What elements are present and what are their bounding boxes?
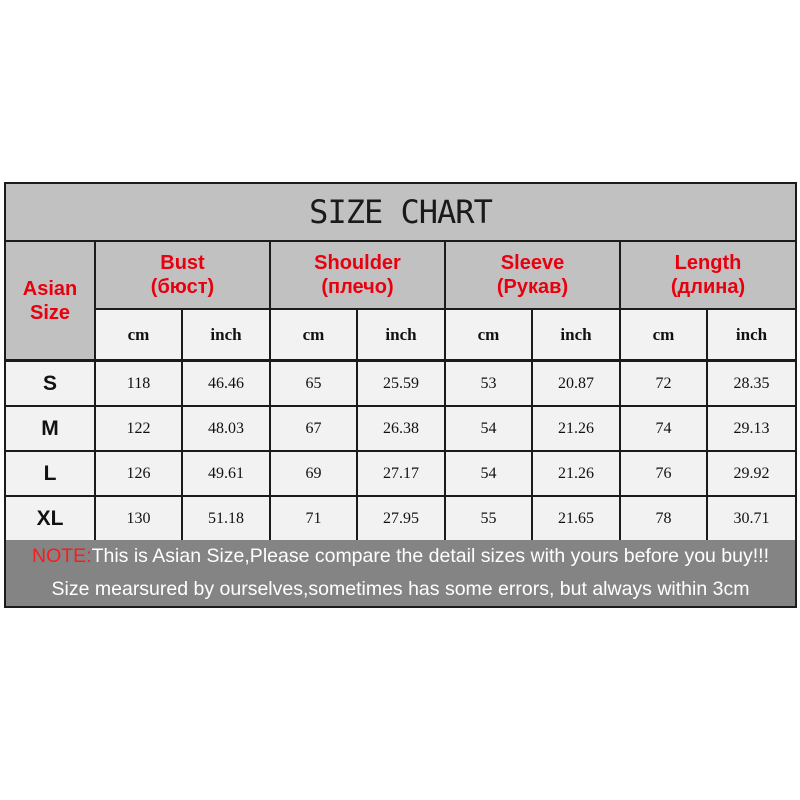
table-cell: 65 (271, 362, 356, 405)
table-cell: 30.71 (708, 497, 795, 540)
table-cell: 20.87 (533, 362, 619, 405)
table-cell: 21.26 (533, 407, 619, 450)
asian-size-header-line1: Asian (22, 277, 78, 300)
size-label: S (6, 362, 94, 405)
sleeve-label: Sleeve (500, 252, 565, 274)
table-cell: 21.26 (533, 452, 619, 495)
table-cell: 74 (621, 407, 706, 450)
asian-size-header-line2: Size (29, 301, 71, 324)
table-cell: 122 (96, 407, 181, 450)
asian-size-header (6, 242, 94, 359)
table-cell: 26.38 (358, 407, 444, 450)
table-cell: 46.46 (183, 362, 269, 405)
unit-label-cm: cm (271, 310, 356, 359)
table-cell: 29.92 (708, 452, 795, 495)
note-line-1 (6, 540, 795, 573)
table-cell: 76 (621, 452, 706, 495)
table-cell: 67 (271, 407, 356, 450)
table-cell: 25.59 (358, 362, 444, 405)
unit-label-cm: cm (96, 310, 181, 359)
table-cell: 78 (621, 497, 706, 540)
shoulder-label: Shoulder (314, 252, 401, 274)
table-cell: 126 (96, 452, 181, 495)
table-cell: 54 (446, 452, 531, 495)
bust-header (96, 242, 269, 308)
table-cell: 49.61 (183, 452, 269, 495)
table-cell: 71 (271, 497, 356, 540)
length-header (621, 242, 795, 308)
length-local-label: (длина) (670, 276, 746, 298)
unit-label-inch: inch (533, 310, 619, 359)
table-cell: 28.35 (708, 362, 795, 405)
chart-title: SIZE CHART (6, 184, 795, 240)
table-cell: 53 (446, 362, 531, 405)
size-label: XL (6, 497, 94, 540)
table-cell: 118 (96, 362, 181, 405)
size-label: M (6, 407, 94, 450)
bust-local-label: (бюст) (150, 276, 215, 298)
table-cell: 27.17 (358, 452, 444, 495)
sleeve-local-label: (Рукав) (496, 276, 569, 298)
size-label: L (6, 452, 94, 495)
length-label: Length (674, 252, 742, 274)
table-cell: 130 (96, 497, 181, 540)
unit-label-inch: inch (708, 310, 795, 359)
table-cell: 72 (621, 362, 706, 405)
unit-label-cm: cm (446, 310, 531, 359)
table-cell: 55 (446, 497, 531, 540)
table-cell: 54 (446, 407, 531, 450)
unit-label-cm: cm (621, 310, 706, 359)
note-text-1: This is Asian Size,Please compare the detail sizes with yours before you buy!!! (91, 545, 769, 567)
shoulder-local-label: (плечо) (321, 276, 394, 298)
table-cell: 48.03 (183, 407, 269, 450)
bust-label: Bust (160, 252, 205, 274)
shoulder-header (271, 242, 444, 308)
note-label: NOTE: (31, 545, 92, 567)
note-line-2: Size mearsured by ourselves,sometimes has some errors, but always within 3cm (6, 573, 795, 606)
table-cell: 27.95 (358, 497, 444, 540)
table-cell: 69 (271, 452, 356, 495)
unit-label-inch: inch (183, 310, 269, 359)
unit-label-inch: inch (358, 310, 444, 359)
table-cell: 29.13 (708, 407, 795, 450)
table-cell: 21.65 (533, 497, 619, 540)
table-cell: 51.18 (183, 497, 269, 540)
sleeve-header (446, 242, 619, 308)
size-chart-table (4, 182, 797, 608)
